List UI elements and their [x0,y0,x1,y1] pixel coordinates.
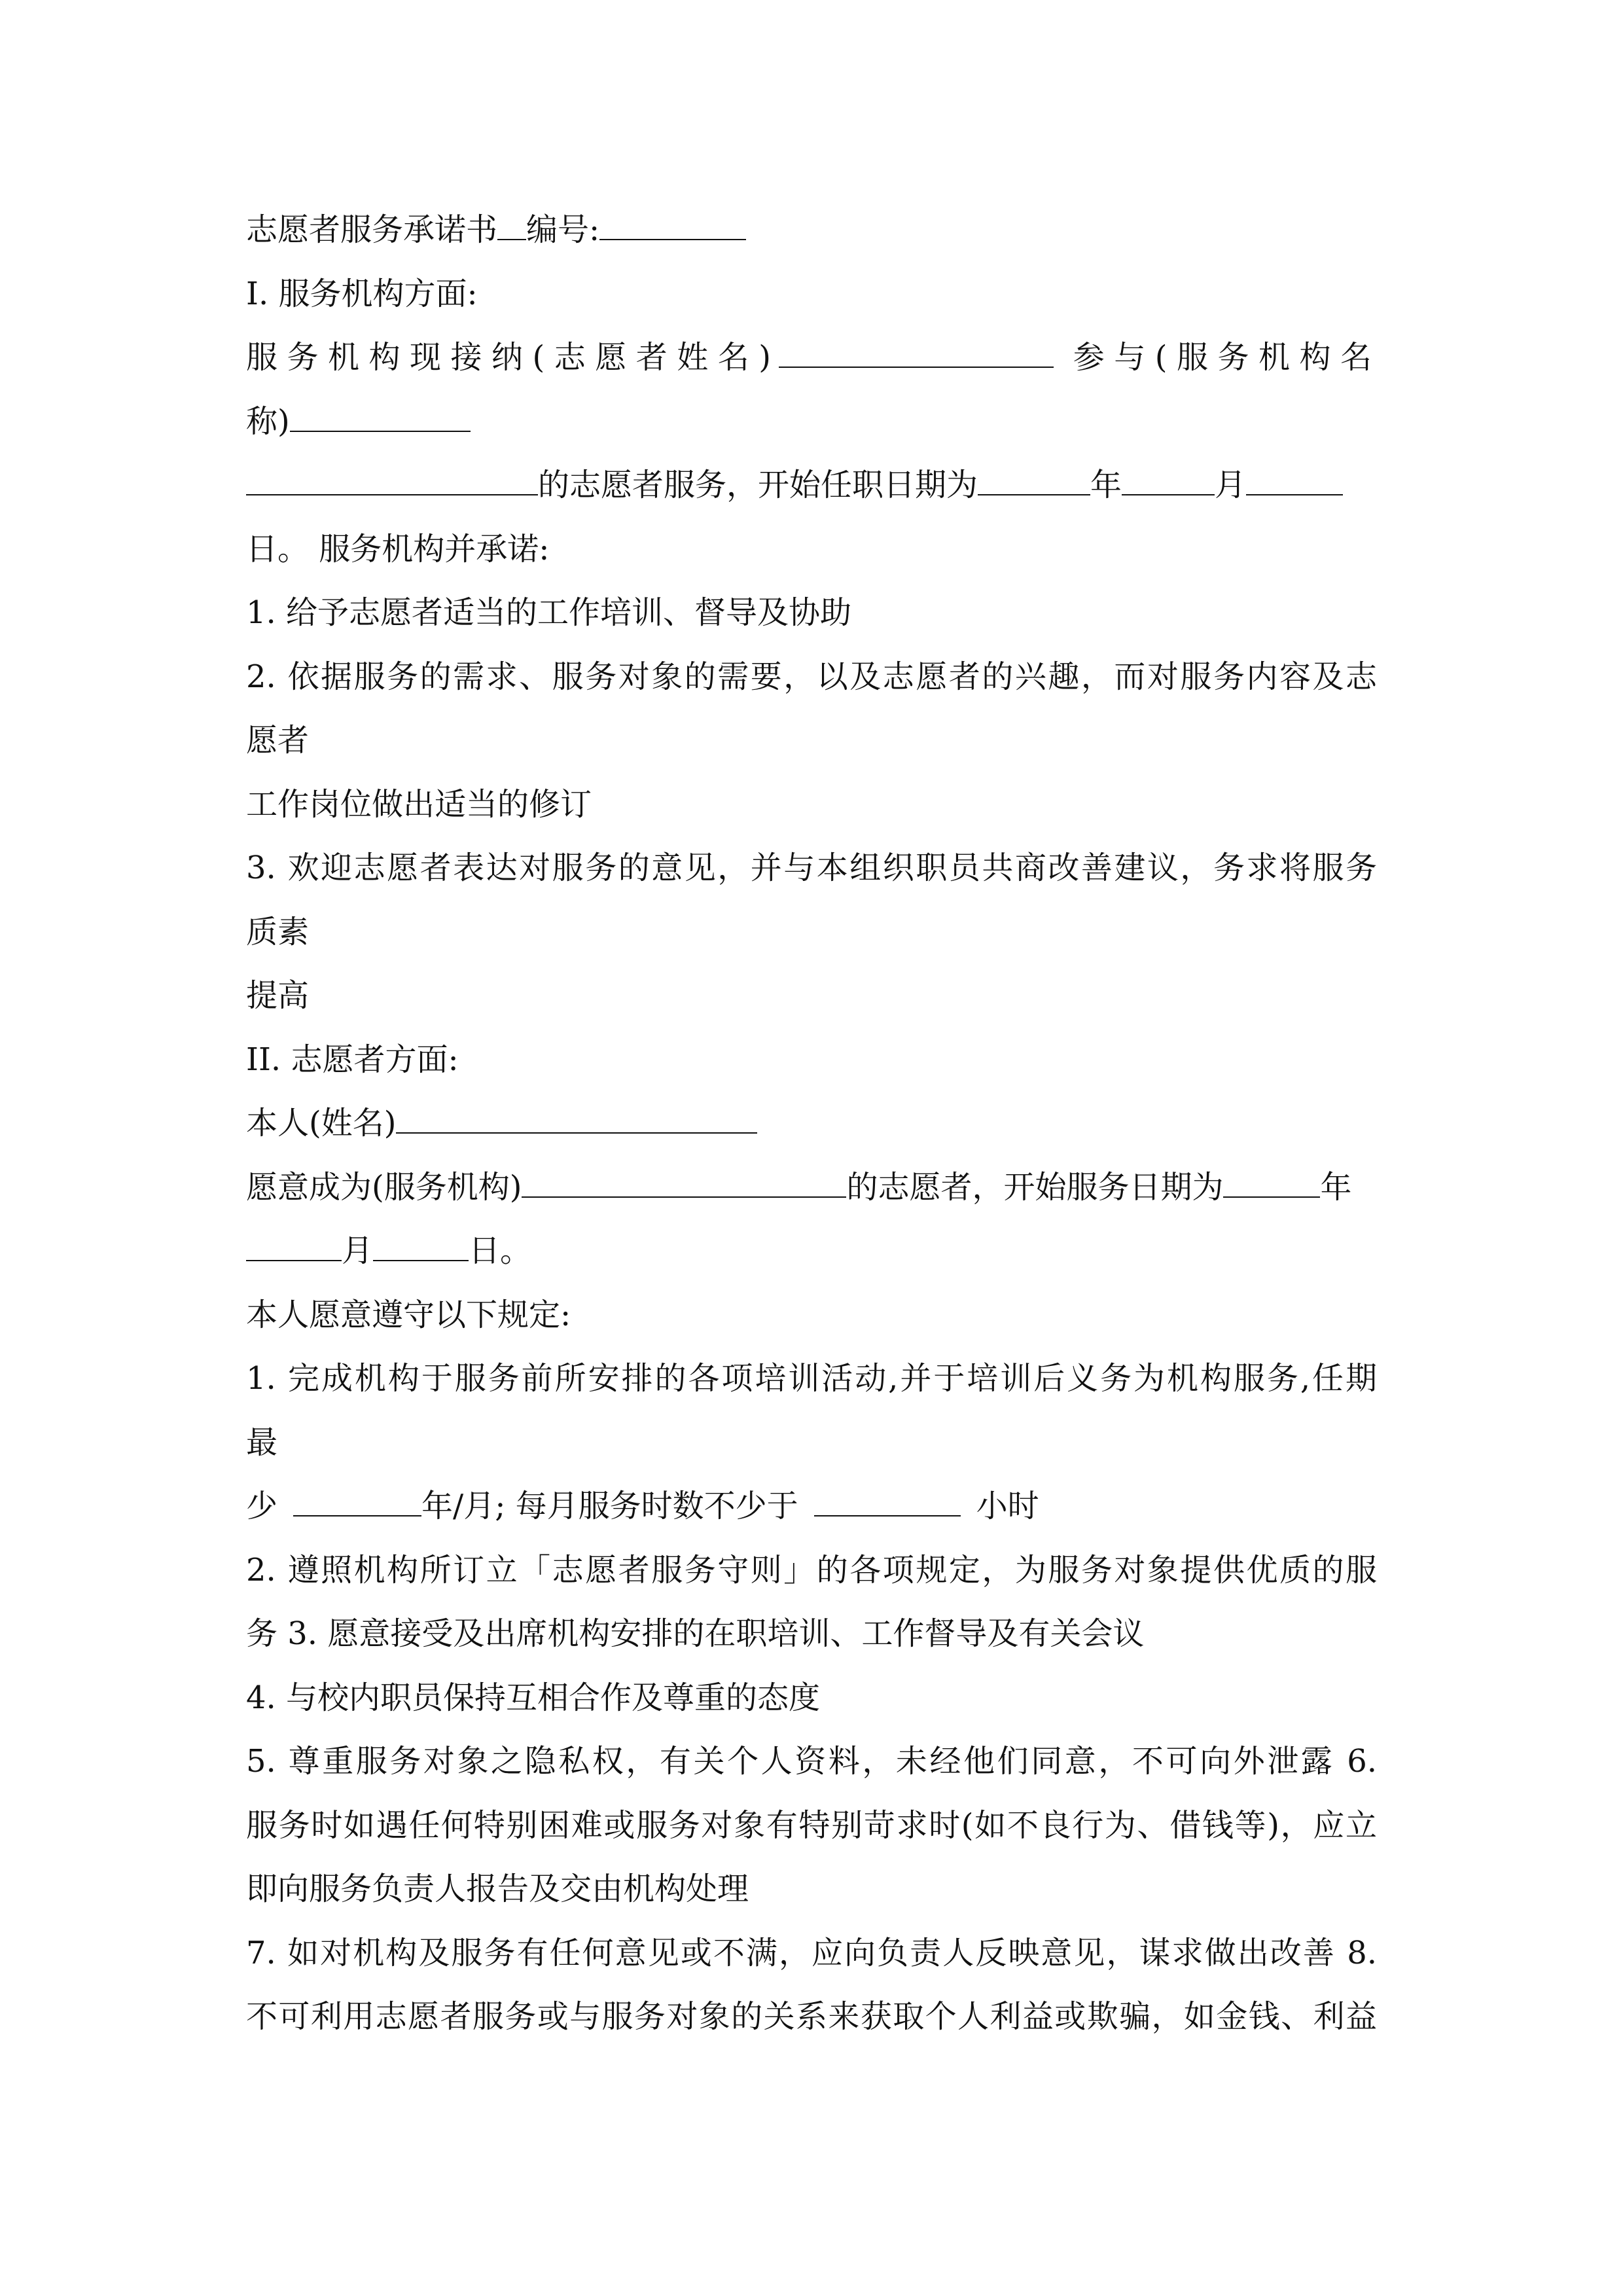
rule-6-cont: 即向服务负责人报告及交由机构处理 [246,1871,749,1907]
promise-item-3-cont: 质素 [246,914,310,950]
term-blank[interactable] [293,1476,421,1516]
promise-item-3: 3. 欢迎志愿者表达对服务的意见，并与本组织职员共商改善建议，务求将服务 [246,850,1377,886]
name-blank[interactable] [396,1093,757,1134]
section1-heading: I. 服务机构方面: [246,276,478,312]
day-blank-2[interactable] [373,1221,469,1261]
day-blank[interactable] [1246,455,1343,495]
number-label: 编号: [526,211,600,248]
service-text: 的志愿者服务，开始任职日期为 [538,467,978,503]
accept-text-2: 参与(服务机构名 [1073,339,1377,376]
day-label-2: 日。 [469,1232,532,1269]
rule-2: 2. 遵照机构所订立「志愿者服务守则」的各项规定，为服务对象提供优质的服 [246,1552,1377,1588]
promise-item-3-cont2: 提高 [246,977,310,1014]
promise-item-2-cont: 愿者 [246,722,310,759]
year-blank[interactable] [978,455,1090,495]
rule-7: 7. 如对机构及服务有任何意见或不满，应向负责人反映意见，谋求做出改善 8. [246,1935,1377,1971]
year-label-2: 年 [1320,1169,1352,1206]
rule-1-text-2: 年/月; 每月服务时数不少于 [421,1488,798,1524]
promise-item-2-cont2: 工作岗位做出适当的修订 [246,786,592,823]
promise-line: 日。 服务机构并承诺: [246,531,550,567]
document-title: 志愿者服务承诺书 [246,211,498,248]
willing-line [246,1155,1377,1219]
name-label: 本人(姓名) [246,1105,397,1141]
month-blank-2[interactable] [246,1221,342,1261]
rules-intro: 本人愿意遵守以下规定: [246,1297,571,1333]
accept-text: 服务机构现接纳(志愿者姓名) [246,339,776,376]
rule-1-cont: 最 [246,1424,278,1461]
year-blank-2[interactable] [1223,1157,1320,1198]
month-label-2: 月 [342,1232,374,1269]
accept-text-3: 称) [246,403,290,440]
service-date-line [246,453,1377,517]
year-label: 年 [1090,467,1122,503]
month-label: 月 [1215,467,1247,503]
rule-4: 4. 与校内职员保持互相合作及尊重的态度 [246,1679,821,1716]
volunteer-name-blank[interactable] [779,327,1054,368]
section2-heading: II. 志愿者方面: [246,1041,459,1078]
org-name-blank[interactable] [290,391,471,432]
rule-1-text: 少 [246,1488,278,1524]
name-line [246,1091,1377,1155]
number-blank[interactable] [599,200,746,240]
rule-6: 服务时如遇任何特别困难或服务对象有特别苛求时(如不良行为、借钱等)，应立 [246,1807,1377,1844]
rule-8: 不可利用志愿者服务或与服务对象的关系来获取个人利益或欺骗，如金钱、利益 [246,1998,1377,2035]
title-blank[interactable] [497,200,526,240]
date-line [246,1219,1377,1283]
hours-label: 小时 [976,1488,1039,1524]
willing-text: 愿意成为(服务机构) [246,1169,522,1206]
month-blank[interactable] [1122,455,1215,495]
accept-line [246,325,1377,389]
rule-5: 5. 尊重服务对象之隐私权，有关个人资料，未经他们同意，不可向外泄露 6. [246,1743,1377,1780]
rule-2-3: 务 3. 愿意接受及出席机构安排的在职培训、工作督导及有关会议 [246,1615,1145,1652]
accept-line-2 [246,389,1377,454]
promise-item-2: 2. 依据服务的需求、服务对象的需要，以及志愿者的兴趣，而对服务内容及志 [246,658,1377,695]
hours-blank[interactable] [814,1476,961,1516]
rule-1-term-line [246,1474,1377,1538]
rule-1: 1. 完成机构于服务前所安排的各项培训活动,并于培训后义务为机构服务,任期 [246,1360,1377,1397]
org-name-blank-2[interactable] [246,455,538,495]
willing-text-2: 的志愿者，开始服务日期为 [846,1169,1224,1206]
org-blank[interactable] [522,1157,846,1198]
promise-item-1: 1. 给予志愿者适当的工作培训、督导及协助 [246,594,852,631]
title-line [246,198,1377,262]
